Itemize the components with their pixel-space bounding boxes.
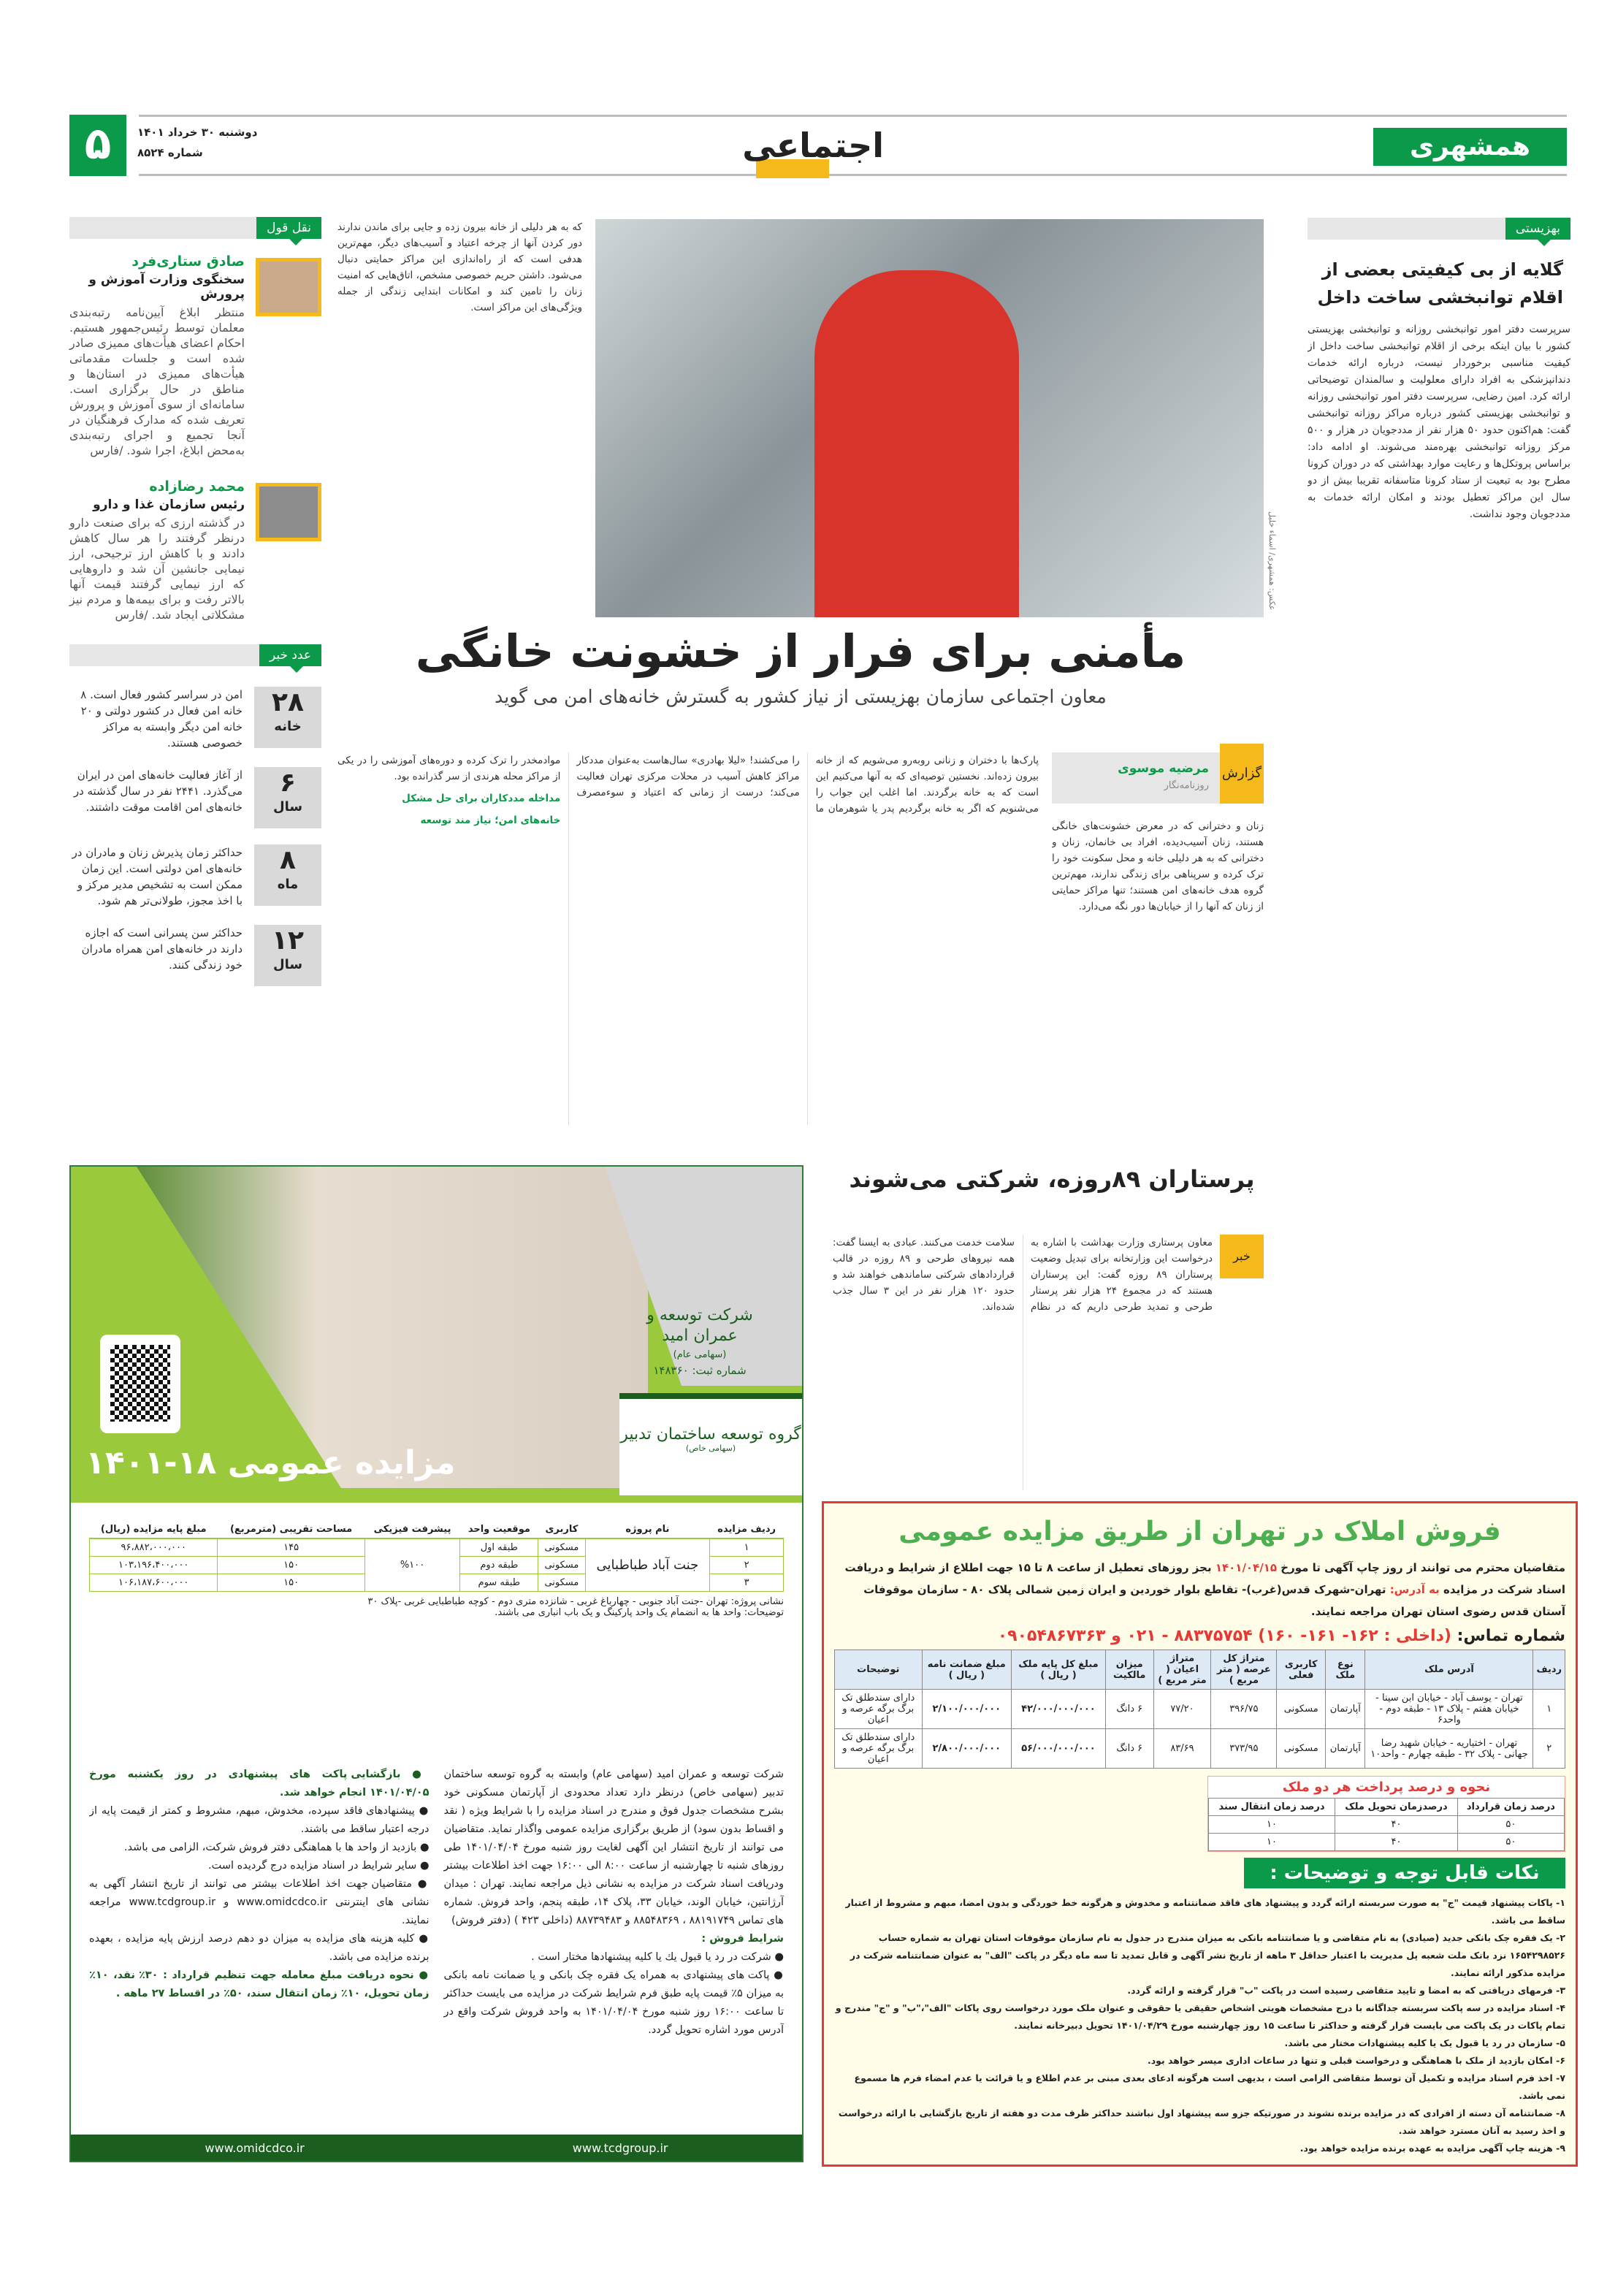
number-item: ۱۲ سال حداکثر سن پسرانی است که اجازه دارند در خانه‌های امن همراه مادران خود زندگی کنند. (69, 925, 321, 986)
omid-table: ردیف مزایده نام پروژه کاربری موقعیت واحد پیشرفت فیزیکی مساحت تقریبی (مترمربع) مبلغ پایه مزایده (ریال) ۱ جنت آباد طباطبایی مسکونی طبقه اول %۱۰۰ ۱۴۵ ۹۶،۸۸۲،۰۰۰،۰۰۰ ۲ مسکونی طبقه دوم ۱۵۰ ۱۰۳،۱۹۶،۴۰۰،۰۰۰ ۳ مسکونی طبقه سوم ۱۵۰ ۱۰۶،۱۸۷،۶۰۰،۰۰۰ نشانی پروژه: تهران -جنت آباد جنوبی - چهارباغ غربی - شانزده متری دوم - کوچه طباطبایی غربی -پلاک ۳۰ توضیحات: واحد ها به انضمام یک واحد پارکینگ و یک باب انباری می باشند. (89, 1521, 784, 1618)
quote-name: محمد رضازاده (149, 478, 245, 495)
avatar (256, 258, 321, 316)
quote-2 (69, 478, 321, 622)
number-item: ۲۸ خانه امن در سراسر کشور فعال است. ۸ خانه امن فعال در کشور دولتی و ۲۰ خانه امن دیگر وابسته به مراکز خصوصی هستند. (69, 687, 321, 751)
right-article-title: گلایه از بی کیفیتی بعضی از اقلام توانبخشی ساخت داخل (1317, 259, 1563, 308)
table-row: ۳ مسکونی طبقه سوم ۱۵۰ ۱۰۶،۱۸۷،۶۰۰،۰۰۰ (90, 1574, 784, 1592)
omid-company-name: شرکت توسعه و عمران امید (646, 1306, 753, 1345)
issue-number: شماره ۸۵۲۴ (137, 146, 203, 159)
ad-title: فروش املاک در تهران از طریق مزایده عمومی (898, 1517, 1501, 1546)
subhead: خانه‌های امن؛ نیاز مند توسعه (420, 815, 561, 826)
property-table: ردیف آدرس ملک نوع ملک کاربری فعلی متراژ کل عرصه ( متر مربع ) متراژ اعیان ( متر مربع ) میزان مالکیت مبلغ کل پایه ملک ( ریال ) مبلغ ضمانت نامه ( ریال ) توضیحات ۱ تهران - یوسف آباد - خیابان ابن سینا - خیابان هفتم - پلاک ۱۳ - طبقه دوم - واحد۶ آپارتمان مسکونی ۳۹۶/۷۵ ۷۷/۲۰ ۶ دانگ ۴۲/۰۰۰/۰۰۰/۰۰۰ ۲/۱۰۰/۰۰۰/۰۰۰ دارای سندطلق تک برگ برگه عرصه و اعیان ۲ تهران - اختیاریه - خیابان شهید رضا جهانی - پلاک ۳۲ - طبقه چهارم - واحد۱۰ آپارتمان مسکونی ۳۷۳/۹۵ ۸۳/۶۹ ۶ دانگ ۵۶/۰۰۰/۰۰۰/۰۰۰ ۲/۸۰۰/۰۰۰/۰۰۰ دارای سندطلق تک برگ برگه عرصه و اعیان (834, 1649, 1565, 1769)
notes-list: ۱- پاکات پیشنهاد قیمت "ج" به صورت سربسته ارائه گردد و پیشنهاد های فاقد ضمانتنامه و مخدوش و هرگونه خط خوردگی و بدون امضا، مبهم و مشروط از اعتبار ساقط می باشد. ۲- یک فقره چک بانکی جدید (صیادی) به نام متقاضی و یا ضمانتنامه بانکی به میزان مندرج در جدول به نام سازمان موقوفات استان تهران به شماره حساب ۱۶۵۴۲۹۸۵۲۶ نزد بانک ملت شعبه پل مدیریت با اعتبار حداقل ۳ ماهه از تاریخ نشر آگهی و قابل تمدید تا سه ماه دیگر در پاکت "الف" به عنوان ضمانتنامه شرکت در مزایده مذکور ارائه نمایند. ۳- فرمهای دریافتی که به امضا و تایید متقاضی رسیده است در پاکت "ب" قرار گرفته و ارائه گردد. ۴- اسناد مزایده در سه پاکت سربسته جداگانه با درج مشخصات هویتی اشخاص حقیقی یا حقوقی و عنوان ملک مورد درخواست روی پاکات "الف"،"ب" و "ج" مندرج و تمام پاکات در یک پاکت می بایست قرار گرفته و حداکثر تا ساعت ۱۵ روز چهارشنبه مورخ ۱۴۰۱/۰۴/۲۹ تحویل دبیرخانه نمایند. ۵- سازمان در رد یا قبول یک یا کلیه پیشنهادات مختار می باشد. ۶- امکان بازدید از ملک با هماهنگی و درخواست قبلی و تنها در ساعات اداری میسر خواهد بود. ۷- اخذ فرم اسناد مزایده و تکمیل آن توسط متقاضی الزامی است ، بدیهی است هرگونه ادعای بعدی مبنی بر عدم اطلاع و یا قرائت یا عدم امضاء فرم ها مسموع نمی باشد. ۸- ضمانتنامه آن دسته از افرادی که در مزایده برنده نشوند در صورتیکه جزو سه پیشنهاد اول نباشند حداکثر ظرف مدت دو هفته از تاریخ بازگشایی با ارائه درخواست و اخذ رسید به آنان مسترد خواهد شد. ۹- هزینه چاپ آگهی مزایده به عهده برنده مزایده خواهد بود. (835, 1897, 1565, 2154)
photo-subject (814, 270, 1019, 617)
table-row: ۱ تهران - یوسف آباد - خیابان ابن سینا - خیابان هفتم - پلاک ۱۳ - طبقه دوم - واحد۶ آپارتمان مسکونی ۳۹۶/۷۵ ۷۷/۲۰ ۶ دانگ ۴۲/۰۰۰/۰۰۰/۰۰۰ ۲/۱۰۰/۰۰۰/۰۰۰ دارای سندطلق تک برگ برگه عرصه و اعیان (835, 1690, 1565, 1729)
report-label: گزارش (1220, 744, 1264, 804)
main-headline: مأمنی برای فرار از خشونت خانگی (415, 625, 1186, 678)
author-role: روزنامه‌نگار (1164, 780, 1209, 791)
main-lead: زنان و دخترانی که در معرض خشونت‌های خانگی هستند، زنان آسیب‌دیده، افراد بی خانمان، زنان و دخترانی که به هر دلیلی خانه و محل سکونت خود را ترک کرده و سرپناهی برای زندگی ندارند، مهم‌ترین گروه هدف خانه‌های امن هستند؛ تنها مراکز حمایتی از زنان که آنها را از خیابان‌ها دور نگه می‌دارد. (1052, 820, 1264, 912)
tehran-auction-ad (822, 1501, 1578, 2167)
table-row: ۲ تهران - اختیاریه - خیابان شهید رضا جهانی - پلاک ۳۲ - طبقه چهارم - واحد۱۰ آپارتمان مسکونی ۳۷۳/۹۵ ۸۳/۶۹ ۶ دانگ ۵۶/۰۰۰/۰۰۰/۰۰۰ ۲/۸۰۰/۰۰۰/۰۰۰ دارای سندطلق تک برگ برگه عرصه و اعیان (835, 1729, 1565, 1769)
ad-banner (71, 1167, 802, 1503)
main-side-body: که به هر دلیلی از خانه بیرون زده و جایی برای ماندن ندارند دور کردن آنها از چرخه اعتیاد و آسیب‌های دیگر، مهم‌ترین هدفی است که از راه‌اندازی این مراکز حمایتی دنبال می‌شود. داشتن حریم خصوصی مشخص، اتاق‌هایی که امنیت زنان را تامین کند و امکانات ابتدایی زندگی از جمله ویژگی‌های این مراکز است. (337, 221, 582, 313)
ad-title: مزایده عمومی ۱۸-۱۴۰۱ (85, 1444, 456, 1481)
quote-text: در گذشته ارزی که برای صنعت دارو درنظر گرفتند را هر سال کاهش دادند و با کاهش ارز ترجیحی، ارز نیمایی جانشین آن شد و داروهایی که ارز نیمایی گرفتند قیمت آنها بالاتر رفت و برای بیمه‌ها و مردم نیز مشکلاتی ایجاد شد. /فارس (69, 516, 245, 622)
ad-note: توضیحات: واحد ها به انضمام یک واحد پارکینگ و یک باب انباری می باشند. (495, 1607, 784, 1618)
newspaper-logo: همشهری (1373, 128, 1567, 166)
main-photo (595, 219, 1264, 617)
table-row: ۱ جنت آباد طباطبایی مسکونی طبقه اول %۱۰۰ ۱۴۵ ۹۶،۸۸۲،۰۰۰،۰۰۰ (90, 1538, 784, 1557)
contact-phone: شماره تماس: (داخلی : ۱۶۲- ۱۶۱- ۱۶۰) ۸۸۳۷۵۷۵۴ - ۰۲۱ و ۰۹۰۵۴۸۶۷۳۶۳ (997, 1627, 1565, 1645)
tadbir-logo: گروه توسعه ساختمان تدبیر (سهامی خاص) (619, 1393, 802, 1495)
page-number: ۵ (69, 115, 126, 176)
quote-text: منتظر ابلاغ آیین‌نامه رتبه‌بندی معلمان توسط رئیس‌جمهور هستیم. احکام اعضای هیأت‌های ممیزی صادر شده است و جلسات مقدماتی هیأت‌های ممیزی در استان‌ها و مناطق در حال برگزاری است. سامانه‌ای از سوی آموزش و پرورش تعریف شده که مدارک فرهنگیان در آنجا تجمیع و اجرای رتبه‌بندی به‌محض ابلاغ، اجرا شود. /فارس (69, 305, 245, 457)
project-address: نشانی پروژه: تهران -جنت آباد جنوبی - چهارباغ غربی - شانزده متری دوم - کوچه طباطبایی غربی -پلاک ۳۰ (367, 1596, 784, 1607)
photo-credit: عکس: همشهری/ اسماء خلیل (1267, 511, 1277, 611)
quote-role: سخنگوی وزارت آموزش و پرورش (88, 272, 245, 302)
section-tag-behzisti: بهزیستی (1308, 218, 1570, 240)
right-article-body: سرپرست دفتر امور توانبخشی روزانه و توانبخشی بهزیستی کشور با بیان اینکه برخی از اقلام توانبخشی ساخت داخل از کیفیت مناسبی برخوردار نیست، درباره ارائه خدمات دندانپزشکی به افراد دارای معلولیت و سالمندان توضیحاتی ارائه کرد. امین رضایی، سرپرست دفتر امور توانبخشی روزانه و توانبخشی بهزیستی کشور درباره مراکز روزانه توانبخشی گفت: هم‌اکنون حدود ۵۰ هزار نفر از مددجویان در هزار و ۵۰۰ مرکز روزانه توانبخشی بهره‌مند می‌شوند. او ادامه داد: براساس پروتکل‌ها و رعایت موارد بهداشتی که در دوران کرونا مطرح بود به تبعیت از ستاد کرونا متاسفانه تقریبا بیش از دو سال این مراکز تعطیل بودند و امکان ارائه خدمات به مددجویان وجود نداشت. (1308, 324, 1570, 520)
byline (1052, 752, 1264, 804)
quote-role: رئیس سازمان غذا و دارو (93, 497, 245, 512)
qr-code[interactable] (100, 1335, 180, 1433)
left-sidebar (69, 217, 321, 986)
payment-table: نحوه و درصد پرداخت هر دو ملک درصد زمان قرارداد درصدزمان تحویل ملک درصد زمان انتقال سند ۵۰ ۴۰ ۱۰ ۵۰ ۴۰ ۱۰ (1207, 1776, 1565, 1852)
news-label: خبر (1220, 1235, 1264, 1278)
right-column (1308, 218, 1570, 1496)
subhead: مداخله مددکاران برای حل مشکل (402, 793, 561, 804)
tcd-url-link[interactable]: www.tcdgroup.ir (572, 2140, 668, 2155)
section-tag-numbers: عدد خبر (69, 644, 321, 666)
quote-1 (69, 253, 321, 458)
building-photo (137, 1167, 648, 1488)
number-item: ۶ سال از آغاز فعالیت خانه‌های امن در ایران می‌گذرد. ۲۴۴۱ نفر در سال گذشته در خانه‌های امن اقامت موقت داشتند. (69, 767, 321, 828)
quote-name: صادق ستاری‌فرد (131, 253, 245, 270)
table-row: ۲ مسکونی طبقه دوم ۱۵۰ ۱۰۳،۱۹۶،۴۰۰،۰۰۰ (90, 1557, 784, 1574)
number-item: ۸ ماه حداکثر زمان پذیرش زنان و مادران در خانه‌های امن دولتی است. این زمان ممکن است به تشخیص مدیر مرکز و با اخذ مجوز، طولانی‌تر هم شود. (69, 844, 321, 909)
main-subtitle: معاون اجتماعی سازمان بهزیستی از نیاز کشور به گسترش خانه‌های امن می گوید (495, 686, 1107, 707)
header-rule-top (139, 115, 1567, 117)
avatar (256, 483, 321, 541)
nurses-body: معاون پرستاری وزارت بهداشت با اشاره به درخواست این وزارتخانه برای تبدیل وضعیت پرستاران ۸۹ روزه گفت: این پرستاران هستند که در مجموع ۲۴ هزار نفر پرستار طرحی و تمدید طرحی داریم که در نظام سلامت خدمت می‌کنند. عبادی به ایسنا گفت: همه نیروهای طرحی و ۸۹ روزه در قالب قراردادهای شرکتی ساماندهی خواهند شد و حدود ۱۲۰ هزار نفر در این ۳ سال جذب شده‌اند. (833, 1237, 1213, 1313)
nurses-headline: پرستاران ۸۹روزه، شرکتی می‌شوند (849, 1165, 1255, 1193)
notes-title: نکات قابل توجه و توضیحات : (1244, 1858, 1565, 1888)
omid-ad-text: شرکت توسعه و عمران امید (سهامی عام) وابسته به گروه توسعه ساختمان تدبیر (سهامی خاص) درنظر دارد تعداد محدودی از آپارتمان مسکونی خود بشرح مشخصات جدول فوق و مندرج در اسناد مزایده را با شرایط ویژه ( نقد و اقساط بدون سود) از طریق برگزاری مزایده عمومی واگذار نماید. متقاضیان می توانند از تاریخ انتشار این آگهی لغایت روز شنبه مورخ ۱۴۰۱/۰۴/۰۴ طی روزهای شنبه تا چهارشنبه از ساعت ۸:۰۰ الی ۱۶:۰۰ جهت اخذ اطلاعات بیشتر ودریافت اسناد شرکت در مزایده به نشانی ذیل مراجعه نمایند. تهران : میدان آرژانتین، خیابان الوند، خیابان ۳۳، پلاک ۱۴، طبقه پنجم، واحد فروش. شماره های تماس ۸۸۱۹۱۷۴۹ ، ۸۸۵۴۸۳۶۹ و ۸۸۷۳۹۴۸۳ (داخلی ۴۲۳ ) (دفتر فروش) شرایط فروش : ● شرکت در رد یا قبول یك یا کلیه پیشنهادها مختار است . ● پاکت های پیشنهادی به همراه یک فقره چک بانکی و یا ضمانت نامه بانکی به میزان ۵٪ قیمت پایه طبق فرم شرایط شرکت در مزایده می بایست حداکثر تا ساعت ۱۶:۰۰ روز شنبه مورخ ۱۴۰۱/۰۴/۰۴ به واحد فروش شرکت واقع در آدرس مورد اشاره تحویل گردد. ● بازگشایی پاکت های پیشنهادی در روز یکشنبه مورخ ۱۴۰۱/۰۴/۰۵ انجام خواهد شد. ● پیشنهادهای فاقد سپرده، مخدوش، مبهم، مشروط و کمتر از قیمت پایه از درجه اعتبار ساقط می باشند. ● بازدید از واحد ها با هماهنگی دفتر فروش شرکت، الزامی می باشد. ● سایر شرایط در اسناد مزایده درج گردیده است. ● متقاضیان جهت اخذ اطلاعات بیشتر می توانند از تاریخ انتشار آگهی به نشانی های اینترنتی www.omidcdco.ir و www.tcdgroup.ir مراجعه نمایند. ● کلیه هزینه های مزایده به میزان دو دهم درصد ارزش پایه مزایده ، بعهده برنده مزایده می باشد. ● نحوه دریافت مبلغ معامله جهت تنظیم قرارداد : ۳۰٪ نقد، ۱۰٪ زمان تحویل، ۱۰٪ زمان انتقال سند، ۵۰٪ در اقساط ۲۷ ماهه . (89, 1769, 784, 2036)
section-tag-quotes: نقل قول (69, 217, 321, 239)
main-title-block (337, 622, 1264, 709)
omid-company-type: (سهامی عام) (673, 1349, 727, 1360)
omid-url-link[interactable]: www.omidcdco.ir (205, 2140, 305, 2155)
ad-intro: متقاضیان محترم می توانند از روز چاپ آگهی تا مورخ ۱۴۰۱/۰۴/۱۵ بجز روزهای تعطیل از ساعت ۸ تا ۱۵ جهت اطلاع از شرایط و دریافت اسناد شرکت در مزایده به آدرس: تهران-شهرک قدس(غرب)- تقاطع بلوار خوردین و ایران زمین شمالی پلاک ۸۰ - سازمان موقوفات آستان قدس رضوی استان تهران مراجعه نمایند. (844, 1561, 1565, 1618)
section-title: اجتماعی (745, 126, 884, 184)
main-body: پارک‌ها با دختران و زنانی روبه‌رو می‌شویم که از خانه بیرون زده‌اند. نخستین توصیه‌ای که به آنها می‌کنیم این است که به خانه برگردند. اما اغلب این جواب را می‌شنویم که اگر به خانه برگردیم پدر یا شوهرمان ما را می‌کشند! «لیلا بهادری» سال‌هاست به‌عنوان مددکار مراکز کاهش آسیب در محلات مرکزی تهران فعالیت می‌کند؛ درست از زمانی که اعتیاد و سوءمصرف موادمخدر را ترک کرده و دوره‌های آموزشی را در یکی از مراکز محله هرندی از سر گذرانده بود. مداخله مددکاران برای حل مشکل خانه‌های امن؛ نیاز مند توسعه (337, 752, 1039, 1125)
author-name: مرضیه موسوی (1118, 761, 1209, 776)
ad-footer (71, 2135, 802, 2161)
omid-registration: شماره ثبت: ۱۴۸۳۶۰ (653, 1364, 747, 1377)
omid-auction-ad (69, 1165, 804, 2162)
issue-date: دوشنبه ۳۰ خرداد ۱۴۰۱ (137, 126, 258, 139)
